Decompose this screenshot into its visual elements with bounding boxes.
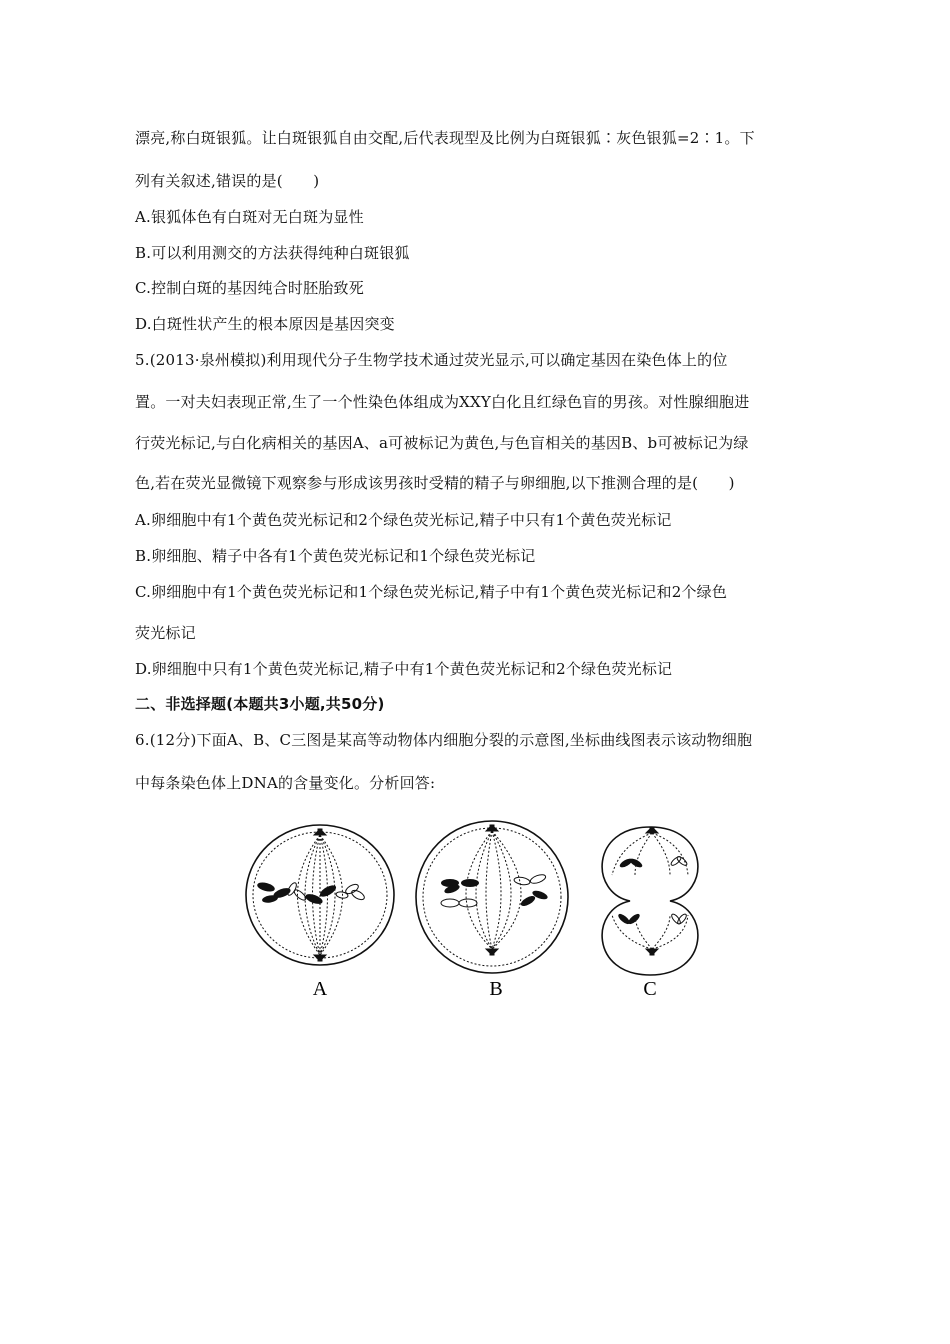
cell-b: [416, 821, 568, 973]
q5-option-d: D.卵细胞中只有1个黄色荧光标记,精子中有1个黄色荧光标记和2个绿色荧光标记: [135, 660, 673, 678]
cell-a: [246, 825, 394, 965]
q4-stem-line2: 列有关叙述,错误的是( ): [135, 172, 320, 190]
q6-stem-line2: 中每条染色体上DNA的含量变化。分析回答:: [135, 774, 436, 792]
q5-stem-line2: 置。一对夫妇表现正常,生了一个性染色体组成为XXY白化且红绿色盲的男孩。对性腺细胞进: [135, 393, 750, 411]
q5-option-c-cont: 荧光标记: [135, 624, 196, 642]
q5-option-b: B.卵细胞、精子中各有1个黄色荧光标记和1个绿色荧光标记: [135, 547, 536, 565]
cell-division-figure: [240, 815, 720, 1005]
label-a: A: [312, 978, 328, 1000]
q4-option-b: B.可以利用测交的方法获得纯种白斑银狐: [135, 244, 410, 262]
q4-option-d: D.白斑性状产生的根本原因是基因突变: [135, 315, 395, 333]
q4-stem-line1: 漂亮,称白斑银狐。让白斑银狐自由交配,后代表现型及比例为白斑银狐∶灰色银狐=2∶1。下: [135, 129, 755, 147]
cell-c: [602, 827, 698, 975]
label-c: C: [643, 978, 657, 1000]
q5-stem-line1: 5.(2013·泉州模拟)利用现代分子生物学技术通过荧光显示,可以确定基因在染色体上的位: [135, 351, 728, 369]
q5-option-c: C.卵细胞中有1个黄色荧光标记和1个绿色荧光标记,精子中有1个黄色荧光标记和2个绿色: [135, 583, 728, 601]
q5-option-a: A.卵细胞中有1个黄色荧光标记和2个绿色荧光标记,精子中只有1个黄色荧光标记: [135, 511, 672, 529]
q4-option-a: A.银狐体色有白斑对无白斑为显性: [135, 208, 364, 226]
q6-stem-line1: 6.(12分)下面A、B、C三图是某高等动物体内细胞分裂的示意图,坐标曲线图表示该动物细胞: [135, 731, 753, 749]
section-heading: 二、非选择题(本题共3小题,共50分): [135, 695, 385, 713]
q5-stem-line4: 色,若在荧光显微镜下观察参与形成该男孩时受精的精子与卵细胞,以下推测合理的是( ): [135, 474, 735, 492]
q4-option-c: C.控制白斑的基因纯合时胚胎致死: [135, 279, 364, 297]
label-b: B: [489, 978, 503, 1000]
q5-stem-line3: 行荧光标记,与白化病相关的基因A、a可被标记为黄色,与色盲相关的基因B、b可被标记为绿: [135, 434, 749, 452]
